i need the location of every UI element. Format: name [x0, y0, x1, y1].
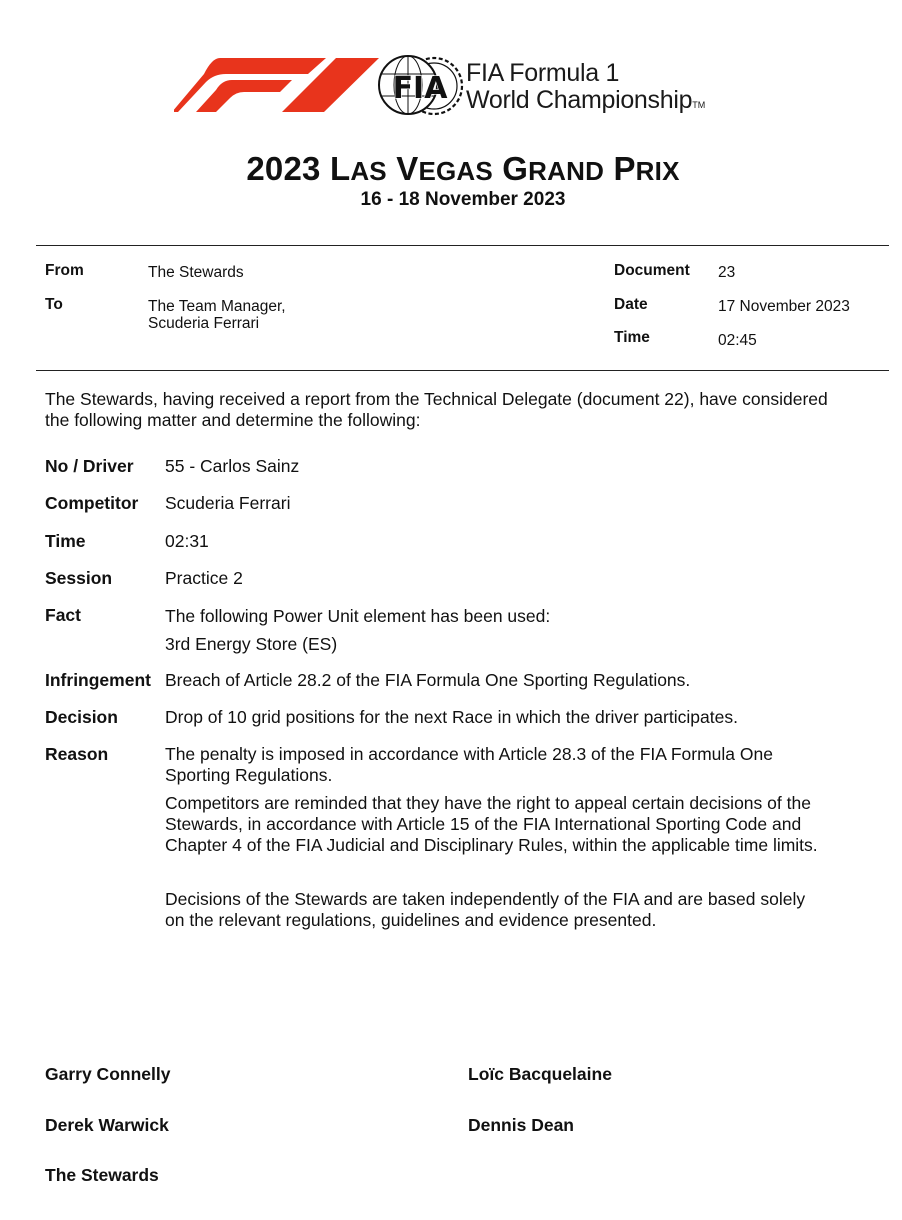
event-dates: 16 - 18 November 2023	[360, 189, 566, 210]
svg-text:FIA: FIA	[392, 71, 448, 106]
appeal-line-1: Competitors are reminded that they have the right to appeal certain decisions of the	[165, 793, 811, 813]
document-header-logo	[174, 54, 774, 118]
incident-time-label: Time	[45, 531, 86, 551]
to-value	[148, 298, 286, 332]
fia-logo-icon	[376, 54, 468, 118]
signature-footer: The Stewards	[45, 1165, 159, 1185]
title-cap: P	[613, 150, 636, 187]
to-value-line-1: The Team Manager,	[148, 298, 286, 315]
brand-line-2-text: World Championship	[466, 86, 693, 114]
fact-value-line-2: 3rd Energy Store (ES)	[165, 634, 338, 654]
document-label: Document	[614, 262, 690, 279]
event-title	[0, 150, 902, 188]
fact-value-line-1: The following Power Unit element has been used:	[165, 606, 551, 626]
event-year: 2023	[246, 150, 321, 187]
appeal-line-3: Chapter 4 of the FIA Judicial and Disciplinary Rules, within the applicable time limits.	[165, 835, 818, 855]
brand-line-2	[466, 87, 705, 119]
from-label: From	[45, 262, 84, 279]
steward-name: Garry Connelly	[45, 1064, 171, 1084]
time-label: Time	[614, 329, 650, 346]
date-value: 17 November 2023	[718, 298, 850, 315]
reason-value	[165, 744, 865, 786]
document-value: 23	[718, 264, 736, 281]
infringement-value: Breach of Article 28.2 of the FIA Formula One Sporting Regulations.	[165, 670, 691, 690]
competitor-label: Competitor	[45, 493, 139, 513]
independence-line-1: Decisions of the Stewards are taken independently of the FIA and are based solely	[165, 889, 806, 909]
appeal-line-2: Stewards, in accordance with Article 15 of the FIA International Sporting Code and	[165, 814, 802, 834]
title-rest: EGAS	[418, 156, 493, 186]
reason-value-line-2: Sporting Regulations.	[165, 765, 333, 785]
driver-value: 55 - Carlos Sainz	[165, 456, 300, 476]
title-cap: V	[396, 150, 419, 187]
fact-label: Fact	[45, 605, 81, 625]
driver-label: No / Driver	[45, 456, 134, 476]
divider-top	[36, 245, 889, 246]
time-value: 02:45	[718, 332, 757, 349]
event-title-word	[330, 150, 387, 187]
steward-name: Derek Warwick	[45, 1115, 169, 1135]
title-cap: L	[329, 150, 351, 187]
steward-name: Dennis Dean	[468, 1115, 574, 1135]
title-rest: AS	[350, 156, 387, 186]
session-label: Session	[45, 568, 113, 588]
date-label: Date	[614, 296, 648, 313]
infringement-label: Infringement	[45, 670, 151, 690]
to-label: To	[45, 296, 63, 313]
from-value: The Stewards	[148, 264, 244, 281]
divider-bottom	[36, 370, 889, 371]
to-value-line-2: Scuderia Ferrari	[148, 315, 260, 332]
event-title-word	[613, 150, 679, 187]
title-rest: RAND	[528, 156, 605, 186]
decision-label: Decision	[45, 707, 118, 727]
appeal-notice	[165, 793, 885, 856]
reason-label: Reason	[45, 744, 109, 764]
event-title-word	[502, 150, 604, 187]
intro-paragraph: The Stewards, having received a report from the Technical Delegate (document 22), have considered the following matter and determine the following:	[45, 389, 828, 430]
brand-wordmark	[466, 60, 705, 119]
incident-time-value: 02:31	[165, 531, 209, 551]
decision-value: Drop of 10 grid positions for the next Race in which the driver participates.	[165, 707, 738, 727]
steward-name: Loïc Bacquelaine	[468, 1064, 612, 1084]
reason-value-line-1: The penalty is imposed in accordance with Article 28.3 of the FIA Formula One	[165, 744, 773, 764]
event-title-word	[396, 150, 493, 187]
trademark-mark: TM	[692, 100, 706, 110]
fact-value	[165, 605, 865, 655]
independence-notice	[165, 889, 885, 931]
title-cap: G	[502, 150, 529, 187]
independence-line-2: on the relevant regulations, guidelines and evidence presented.	[165, 910, 657, 930]
competitor-value: Scuderia Ferrari	[165, 493, 291, 513]
f1-logo-icon	[174, 58, 379, 112]
session-value: Practice 2	[165, 568, 243, 588]
title-rest: RIX	[635, 156, 680, 186]
brand-line-1: FIA Formula 1	[466, 59, 620, 87]
